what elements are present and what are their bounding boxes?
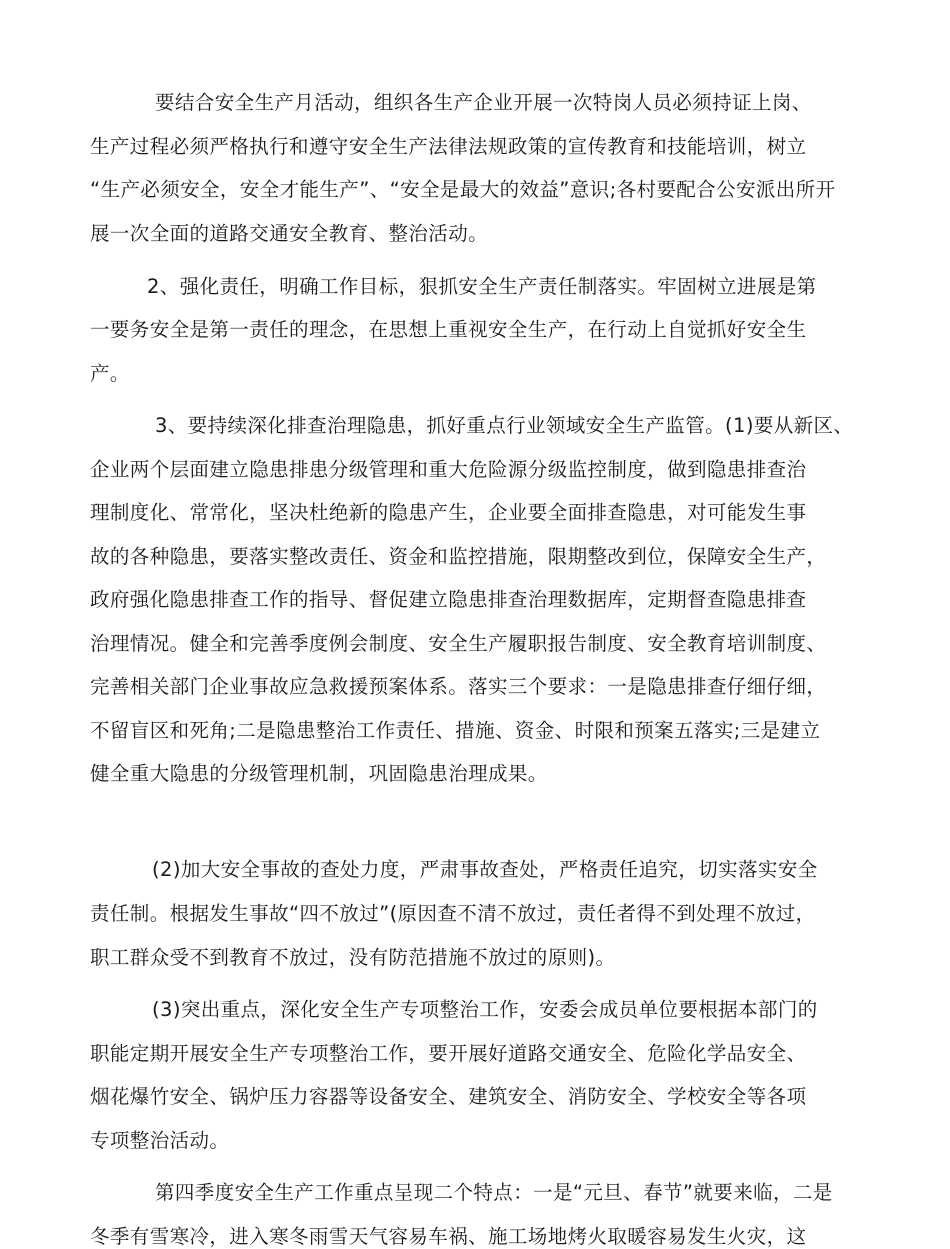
- text-line: 第四季度安全生产工作重点呈现二个特点：一是“元旦、春节”就要来临，二是: [155, 1181, 833, 1204]
- text-line: 生产过程必须严格执行和遵守安全生产法律法规政策的宣传教育和技能培训，树立: [90, 135, 807, 158]
- text-line: 责任制。根据发生事故“四不放过”(原因查不清不放过，责任者得不到处理不放过，: [90, 902, 816, 925]
- text-line: 一要务安全是第一责任的理念，在思想上重视安全生产，在行动上自觉抓好安全生: [90, 318, 807, 341]
- text-line: 职工群众受不到教育不放过，没有防范措施不放过的原则)。: [90, 946, 616, 969]
- text-line: 产。: [90, 362, 130, 385]
- text-line: (2)加大安全事故的查处力度，严肃事故查处，严格责任追究，切实落实安全: [152, 858, 818, 881]
- text-line: 3、要持续深化排查治理隐患，抓好重点行业领域安全生产监管。(1)要从新区、: [155, 414, 854, 437]
- text-line: 故的各种隐患，要落实整改责任、资金和监控措施，限期整改到位，保障安全生产，: [90, 545, 827, 568]
- text-line: 理制度化、常常化，坚决杜绝新的隐患产生，企业要全面排查隐患，对可能发生事: [90, 501, 807, 524]
- text-line: 不留盲区和死角;二是隐患整治工作责任、措施、资金、时限和预案五落实;三是建立: [90, 719, 821, 742]
- text-line: 完善相关部门企业事故应急救援预案体系。落实三个要求：一是隐患排查仔细仔细，: [90, 675, 827, 698]
- text-line: 企业两个层面建立隐患排患分级管理和重大危险源分级监控制度，做到隐患排查治: [90, 458, 807, 481]
- text-line: “生产必须安全，安全才能生产”、“安全是最大的效益”意识;各村要配合公安派出所开: [90, 178, 836, 201]
- text-line: 职能定期开展安全生产专项整治工作，要开展好道路交通安全、危险化学品安全、: [90, 1042, 807, 1065]
- text-line: 治理情况。健全和完善季度例会制度、安全生产履职报告制度、安全教育培训制度、: [90, 632, 827, 655]
- text-line: 专项整治活动。: [90, 1129, 230, 1152]
- text-line: (3)突出重点，深化安全生产专项整治工作，安委会成员单位要根据本部门的: [152, 998, 818, 1021]
- text-line: 政府强化隐患排查工作的指导、督促建立隐患排查治理数据库，定期督查隐患排查: [90, 588, 807, 611]
- text-line: 2、强化责任，明确工作目标，狠抓安全生产责任制落实。牢固树立进展是第: [147, 275, 817, 298]
- text-line: 健全重大隐患的分级管理机制，巩固隐患治理成果。: [90, 762, 548, 785]
- text-line: 展一次全面的道路交通安全教育、整治活动。: [90, 222, 489, 245]
- text-line: 烟花爆竹安全、锅炉压力容器等设备安全、建筑安全、消防安全、学校安全等各项: [90, 1085, 807, 1108]
- text-line: 要结合安全生产月活动，组织各生产企业开展一次特岗人员必须持证上岗、: [155, 91, 812, 114]
- text-line: 冬季有雪寒冷，进入寒冬雨雪天气容易车祸、施工场地烤火取暖容易发生火灾，这: [90, 1225, 807, 1248]
